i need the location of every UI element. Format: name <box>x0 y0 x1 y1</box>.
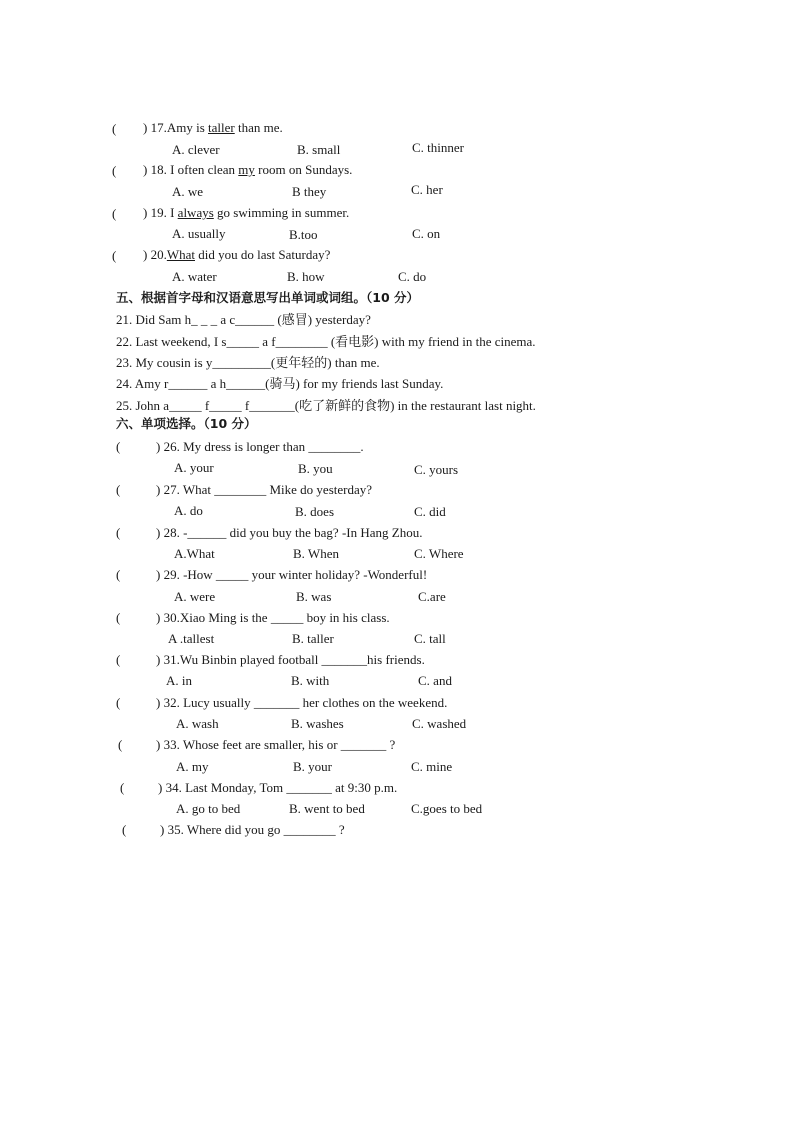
question-text: ) 32. Lucy usually _______ her clothes on the weekend. <box>156 695 448 710</box>
option-c[interactable]: C. do <box>398 269 427 284</box>
fill-item-21[interactable]: 21. Did Sam h_ _ _ a c______ (感冒) yesterday? <box>116 312 371 327</box>
option-c[interactable]: C. tall <box>414 631 446 646</box>
question-text: ) 30.Xiao Ming is the _____ boy in his class. <box>156 610 390 625</box>
option-c[interactable]: C. Where <box>414 546 464 561</box>
answer-paren[interactable]: ( <box>112 163 117 178</box>
option-b[interactable]: B. When <box>293 546 339 561</box>
question-text: ) 19. I always go swimming in summer. <box>143 205 350 220</box>
option-a[interactable]: A. in <box>166 673 192 688</box>
question-text: ) 18. I often clean my room on Sundays. <box>143 162 353 177</box>
fill-item-24[interactable]: 24. Amy r______ a h______(骑马) for my friends last Sunday. <box>116 376 444 391</box>
option-a[interactable]: A. do <box>174 503 203 518</box>
option-a[interactable]: A. usually <box>172 226 226 241</box>
option-c[interactable]: C. did <box>414 504 446 519</box>
question-text: ) 26. My dress is longer than ________. <box>156 439 364 454</box>
option-b[interactable]: B. how <box>287 269 325 284</box>
answer-paren[interactable]: ( <box>112 248 117 263</box>
option-c[interactable]: C. thinner <box>412 140 464 155</box>
option-b[interactable]: B. your <box>293 759 332 774</box>
section-6-heading: 六、单项选择。（10 分） <box>116 416 257 431</box>
option-a[interactable]: A. my <box>176 759 209 774</box>
question-text: ) 27. What ________ Mike do yesterday? <box>156 482 373 497</box>
option-b[interactable]: B. taller <box>292 631 334 646</box>
option-b[interactable]: B they <box>292 184 327 199</box>
fill-item-22[interactable]: 22. Last weekend, I s_____ a f________ (看电影) with my friend in the cinema. <box>116 334 536 349</box>
answer-paren[interactable]: ( <box>116 567 121 582</box>
answer-paren[interactable]: ( <box>116 439 121 454</box>
question-text: ) 29. -How _____ your winter holiday? -Wonderful! <box>156 567 428 582</box>
question-text: ) 33. Whose feet are smaller, his or _______ ? <box>156 737 396 752</box>
answer-paren[interactable]: ( <box>112 206 117 221</box>
option-a[interactable]: A.What <box>174 546 215 561</box>
answer-paren[interactable]: ( <box>116 482 121 497</box>
answer-paren[interactable]: ( <box>118 737 123 752</box>
question-text: ) 17.Amy is taller than me. <box>143 120 283 135</box>
option-a[interactable]: A .tallest <box>168 631 215 646</box>
option-b[interactable]: B. does <box>295 504 334 519</box>
option-b[interactable]: B. small <box>297 142 341 157</box>
option-b[interactable]: B. washes <box>291 716 344 731</box>
answer-paren[interactable]: ( <box>122 822 127 837</box>
fill-item-23[interactable]: 23. My cousin is y_________(更年轻的) than me. <box>116 355 380 370</box>
fill-item-25[interactable]: 25. John a_____ f_____ f_______(吃了新鲜的食物) in the restaurant last night. <box>116 398 536 413</box>
option-b[interactable]: B.too <box>289 227 318 242</box>
question-text: ) 31.Wu Binbin played football _______his friends. <box>156 652 425 667</box>
question-text: ) 35. Where did you go ________ ? <box>160 822 345 837</box>
question-text: ) 34. Last Monday, Tom _______ at 9:30 p.m. <box>158 780 398 795</box>
option-c[interactable]: C. yours <box>414 462 459 477</box>
option-a[interactable]: A. wash <box>176 716 219 731</box>
option-c[interactable]: C. washed <box>412 716 467 731</box>
option-c[interactable]: C. mine <box>411 759 453 774</box>
question-text: ) 28. -______ did you buy the bag? -In Hang Zhou. <box>156 525 423 540</box>
option-c[interactable]: C. on <box>412 226 441 241</box>
option-c[interactable]: C. her <box>411 182 443 197</box>
answer-paren[interactable]: ( <box>116 610 121 625</box>
option-b[interactable]: B. you <box>298 461 333 476</box>
option-a[interactable]: A. were <box>174 589 216 604</box>
option-c[interactable]: C.are <box>418 589 446 604</box>
section-5-heading: 五、根据首字母和汉语意思写出单词或词组。（10 分） <box>116 290 419 305</box>
option-a[interactable]: A. we <box>172 184 204 199</box>
option-b[interactable]: B. with <box>291 673 330 688</box>
option-a[interactable]: A. clever <box>172 142 220 157</box>
option-b[interactable]: B. went to bed <box>289 801 365 816</box>
option-a[interactable]: A. go to bed <box>176 801 241 816</box>
option-c[interactable]: C. and <box>418 673 452 688</box>
answer-paren[interactable]: ( <box>116 652 121 667</box>
option-a[interactable]: A. water <box>172 269 217 284</box>
answer-paren[interactable]: ( <box>116 695 121 710</box>
answer-paren[interactable]: ( <box>116 525 121 540</box>
answer-paren[interactable]: ( <box>120 780 125 795</box>
option-a[interactable]: A. your <box>174 460 214 475</box>
answer-paren[interactable]: ( <box>112 121 117 136</box>
option-c[interactable]: C.goes to bed <box>411 801 483 816</box>
option-b[interactable]: B. was <box>296 589 332 604</box>
question-text: ) 20.What did you do last Saturday? <box>143 247 331 262</box>
